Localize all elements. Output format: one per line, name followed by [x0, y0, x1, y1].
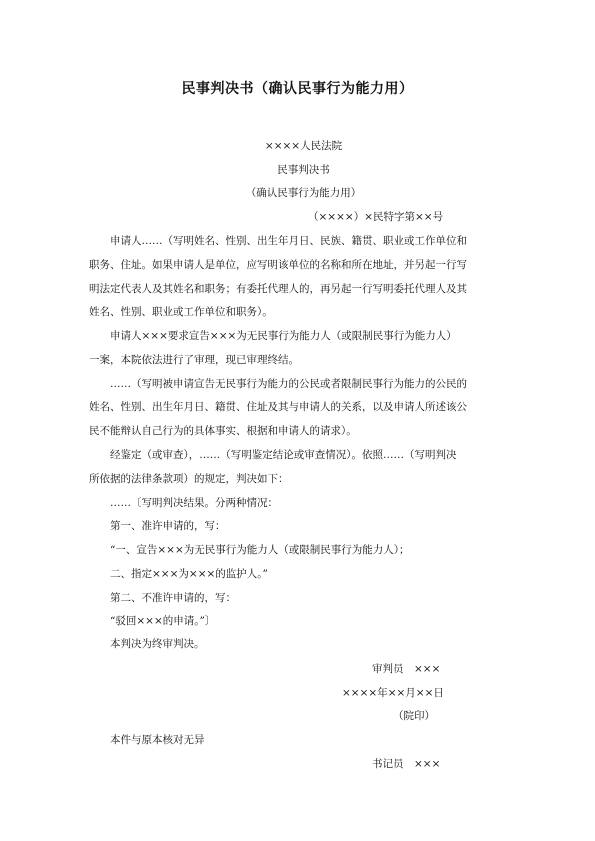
document-title: 民事判决书（确认民事行为能力用）: [181, 81, 414, 97]
para4-line: 经鉴定（或审查），……（写明鉴定结论或审查情况）。依照……（写明判决: [110, 449, 457, 461]
document-type: 民事判决书: [277, 164, 330, 176]
case1-label: 第一、准许申请的，写：: [110, 520, 226, 532]
document-subtitle: （确认民事行为能力用）: [245, 187, 362, 199]
case-number: （××××）×民特字第××号: [308, 211, 444, 223]
para3-line: 姓名、性别、出生年月日、籍贯、住址及其与申请人的关系，以及申请人所述该公: [89, 401, 467, 413]
para2-line: 一案，本院依法进行了审理，现已审理终结。: [89, 354, 299, 366]
para3-line: ……（写明被申请宣告无民事行为能力的公民或者限制民事行为能力的公民的: [110, 378, 467, 390]
para1-line: 明法定代表人及其姓名和职务；有委托代理人的，再另起一行写明委托代理人及其: [89, 283, 467, 295]
case2-label: 第二、不准许申请的，写：: [110, 592, 236, 604]
result-intro: ……〔写明判决结果。分两种情况：: [110, 497, 278, 509]
para4-line: 所依据的法律条款项）的规定，判决如下：: [89, 473, 289, 485]
para2-line: 申请人×××要求宣告×××为无民事行为能力人（或限制民事行为能力人）: [110, 330, 457, 342]
final-judgment: 本判决为终审判决。: [110, 638, 205, 650]
para1-line: 申请人……（写明姓名、性别、出生年月日、民族、籍贯、职业或工作单位和: [110, 235, 467, 247]
clerk-signature: 书记员 ×××: [372, 758, 441, 770]
judge-signature: 审判员 ×××: [372, 663, 441, 675]
para1-line: 职务、住址。如果申请人是单位，应写明该单位的名称和所在地址，并另起一行写: [89, 259, 467, 271]
court-seal: （院印）: [393, 710, 435, 722]
court-name: ××××人民法院: [264, 140, 343, 152]
case1-item-1: “一、宣告×××为无民事行为能力人（或限制民事行为能力人）；: [110, 544, 410, 556]
case1-item-2: 二、指定×××为×××的监护人。”: [110, 568, 268, 580]
para3-line: 民不能辩认自己行为的具体事实、根据和申请人的请求）。: [89, 425, 357, 437]
case2-item: “驳回×××的申请。”〕: [110, 615, 216, 627]
verification-note: 本件与原本核对无异: [110, 734, 205, 746]
para1-line: 姓名、性别、职业或工作单位和职务）。: [89, 306, 273, 318]
judgment-date: ××××年××月××日: [342, 687, 444, 699]
